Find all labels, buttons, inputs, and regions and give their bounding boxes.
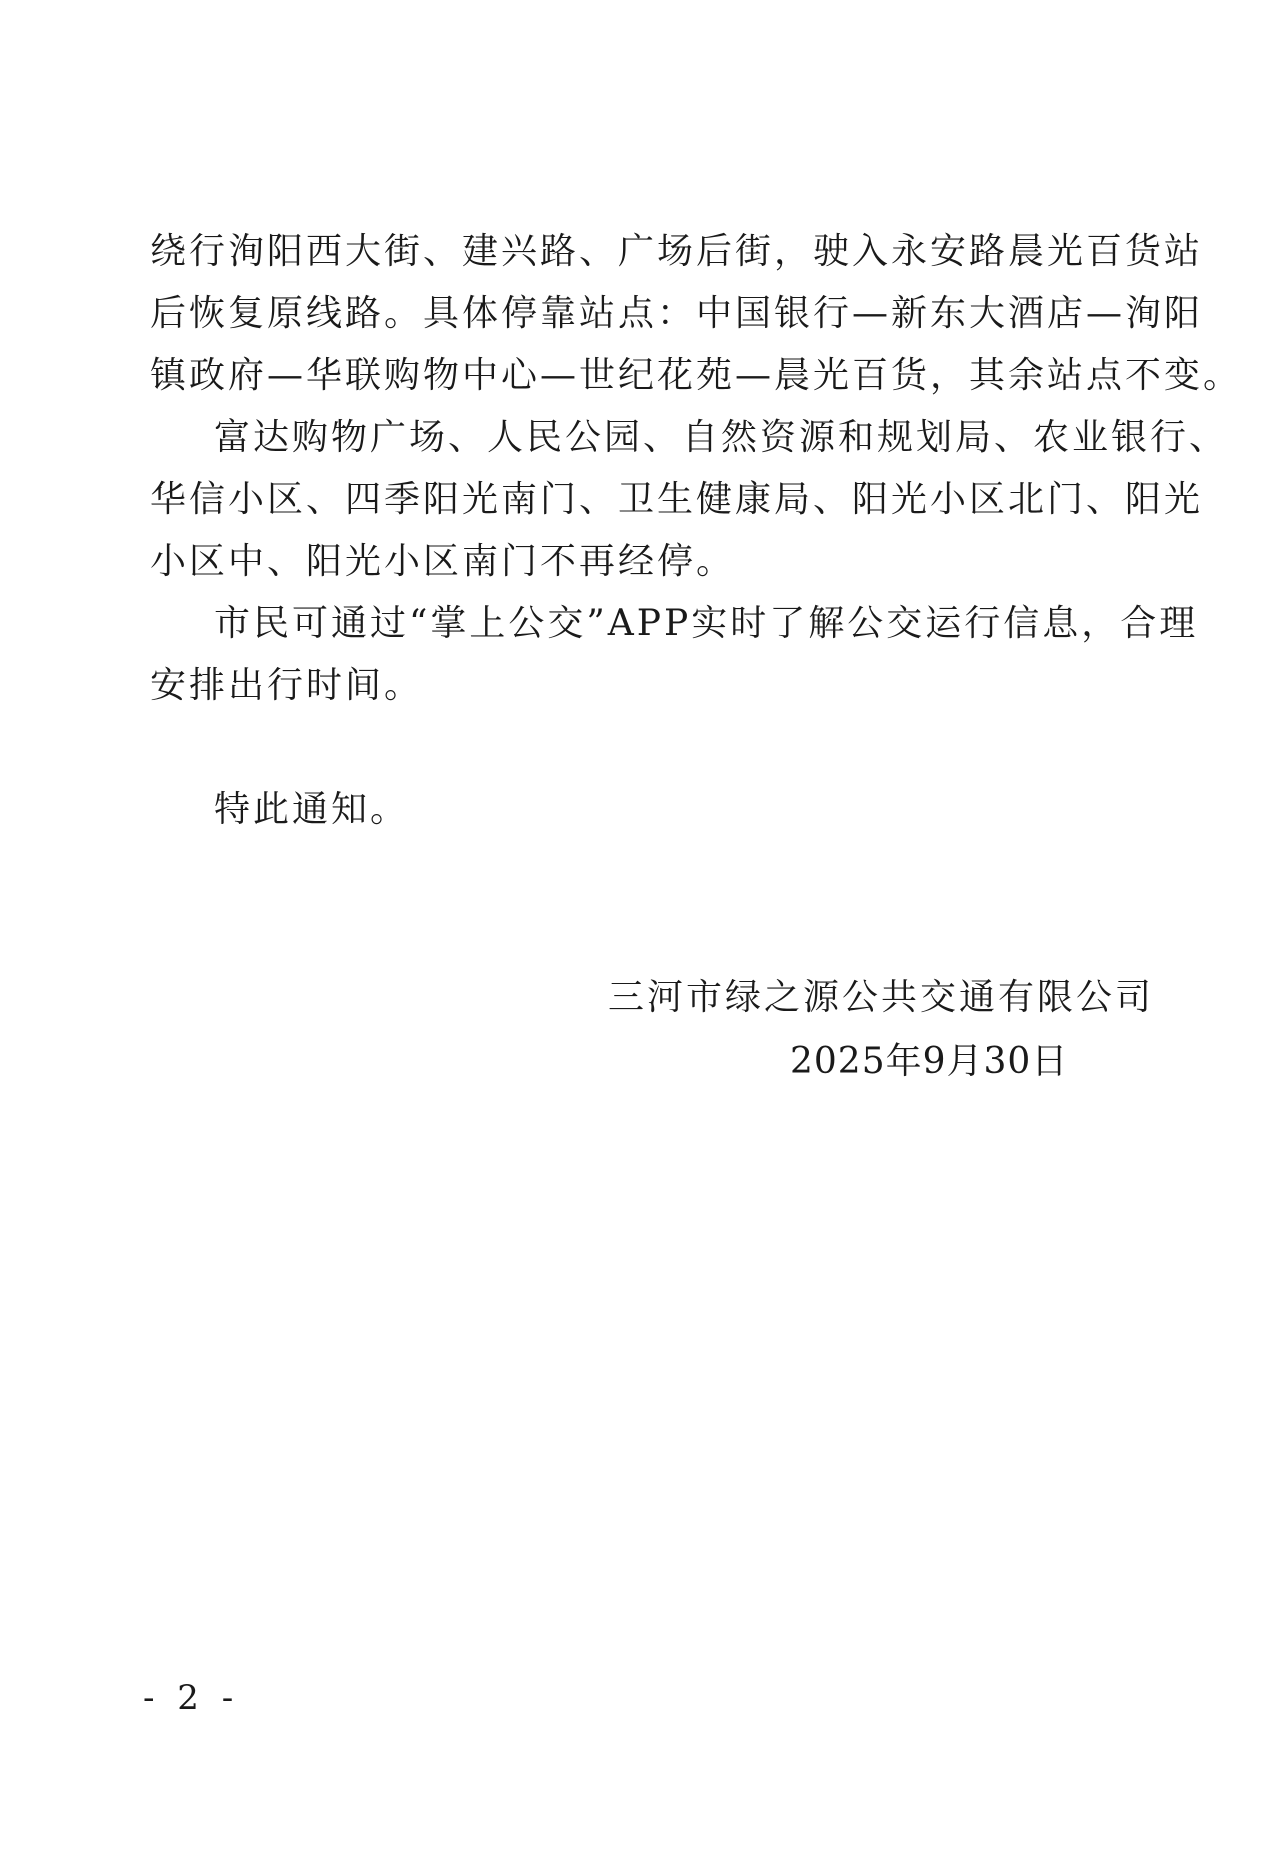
paragraph-1-line-2: 后恢复原线路。具体停靠站点：中国银行—新东大酒店—洵阳: [150, 293, 1204, 334]
paragraph-1-line-1: 绕行洵阳西大街、建兴路、广场后街，驶入永安路晨光百货站: [150, 231, 1204, 272]
paragraph-2-line-2: 华信小区、四季阳光南门、卫生健康局、阳光小区北门、阳光: [150, 479, 1204, 520]
paragraph-1-line-3: 镇政府—华联购物中心—世纪花苑—晨光百货，其余站点不变。: [150, 355, 1243, 396]
page-number: - 2 -: [143, 1678, 240, 1718]
paragraph-2-line-1: 富达购物广场、人民公园、自然资源和规划局、农业银行、: [214, 417, 1229, 458]
signature-date: 2025年9月30日: [790, 1041, 1069, 1082]
signature-organization: 三河市绿之源公共交通有限公司: [608, 977, 1155, 1018]
paragraph-2-line-3: 小区中、阳光小区南门不再经停。: [150, 541, 736, 582]
closing-text: 特此通知。: [214, 789, 410, 830]
paragraph-3-line-1: 市民可通过“掌上公交”APP实时了解公交运行信息，合理: [214, 603, 1199, 644]
paragraph-3-line-2: 安排出行时间。: [150, 665, 424, 706]
